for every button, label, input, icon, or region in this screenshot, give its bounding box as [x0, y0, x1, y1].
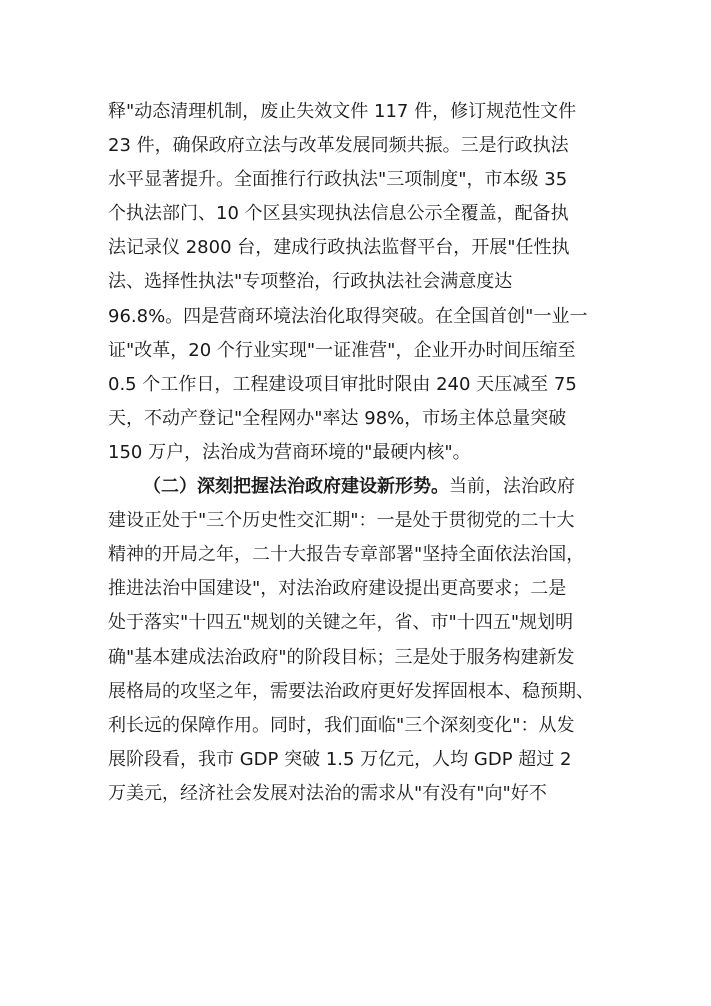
text-line: 展阶段看，我市 GDP 突破 1.5 万亿元，人均 GDP 超过 2 [108, 748, 572, 770]
body-text [108, 95, 608, 811]
text-line: 利长远的保障作用。同时，我们面临"三个深刻变化"：从发 [108, 714, 575, 736]
text-line: 0.5 个工作日，工程建设项目审批时限由 240 天压减至 75 [108, 373, 577, 395]
text-line: 处于落实"十四五"规划的关键之年，省、市"十四五"规划明 [108, 612, 574, 634]
text-line: 万美元，经济社会发展对法治的需求从"有没有"向"好不 [108, 782, 547, 804]
section-heading: （二）深刻把握法治政府建设新形势。 [143, 476, 449, 498]
text-line: 96.8%。四是营商环境法治化取得突破。在全国首创"一业一 [108, 305, 588, 327]
text-line: 展格局的攻坚之年，需要法治政府更好发挥固根本、稳预期、 [108, 680, 594, 702]
text-line: 法、选择性执法"专项整治，行政执法社会满意度达 [108, 271, 513, 293]
text-line: 天，不动产登记"全程网办"率达 98%，市场主体总量突破 [108, 407, 567, 429]
text-line: 释"动态清理机制，废止失效文件 117 件，修订规范性文件 [108, 101, 577, 122]
text-line: 23 件，确保政府立法与改革发展同频共振。三是行政执法 [108, 135, 569, 157]
text-line: 水平显著提升。全面推行行政执法"三项制度"，市本级 35 [108, 169, 568, 191]
section-heading-line [108, 470, 608, 504]
text-line: 个执法部门、10 个区县实现执法信息公示全覆盖，配备执 [108, 203, 569, 225]
section-heading-rest: 当前，法治政府 [449, 476, 575, 498]
text-line: 精神的开局之年，二十大报告专章部署"坚持全面依法治国， [108, 544, 585, 566]
text-line: 推进法治中国建设"，对法治政府建设提出更高要求；二是 [108, 578, 567, 600]
text-line: 建设正处于"三个历史性交汇期"：一是处于贯彻党的二十大 [108, 510, 575, 532]
text-line: 法记录仪 2800 台，建成行政执法监督平台，开展"任性执 [108, 237, 570, 259]
text-line: 确"基本建成法治政府"的阶段目标；三是处于服务构建新发 [108, 646, 575, 668]
text-line: 150 万户，法治成为营商环境的"最硬内核"。 [108, 441, 471, 463]
text-line: 证"改革，20 个行业实现"一证准营"，企业开办时间压缩至 [108, 339, 576, 361]
